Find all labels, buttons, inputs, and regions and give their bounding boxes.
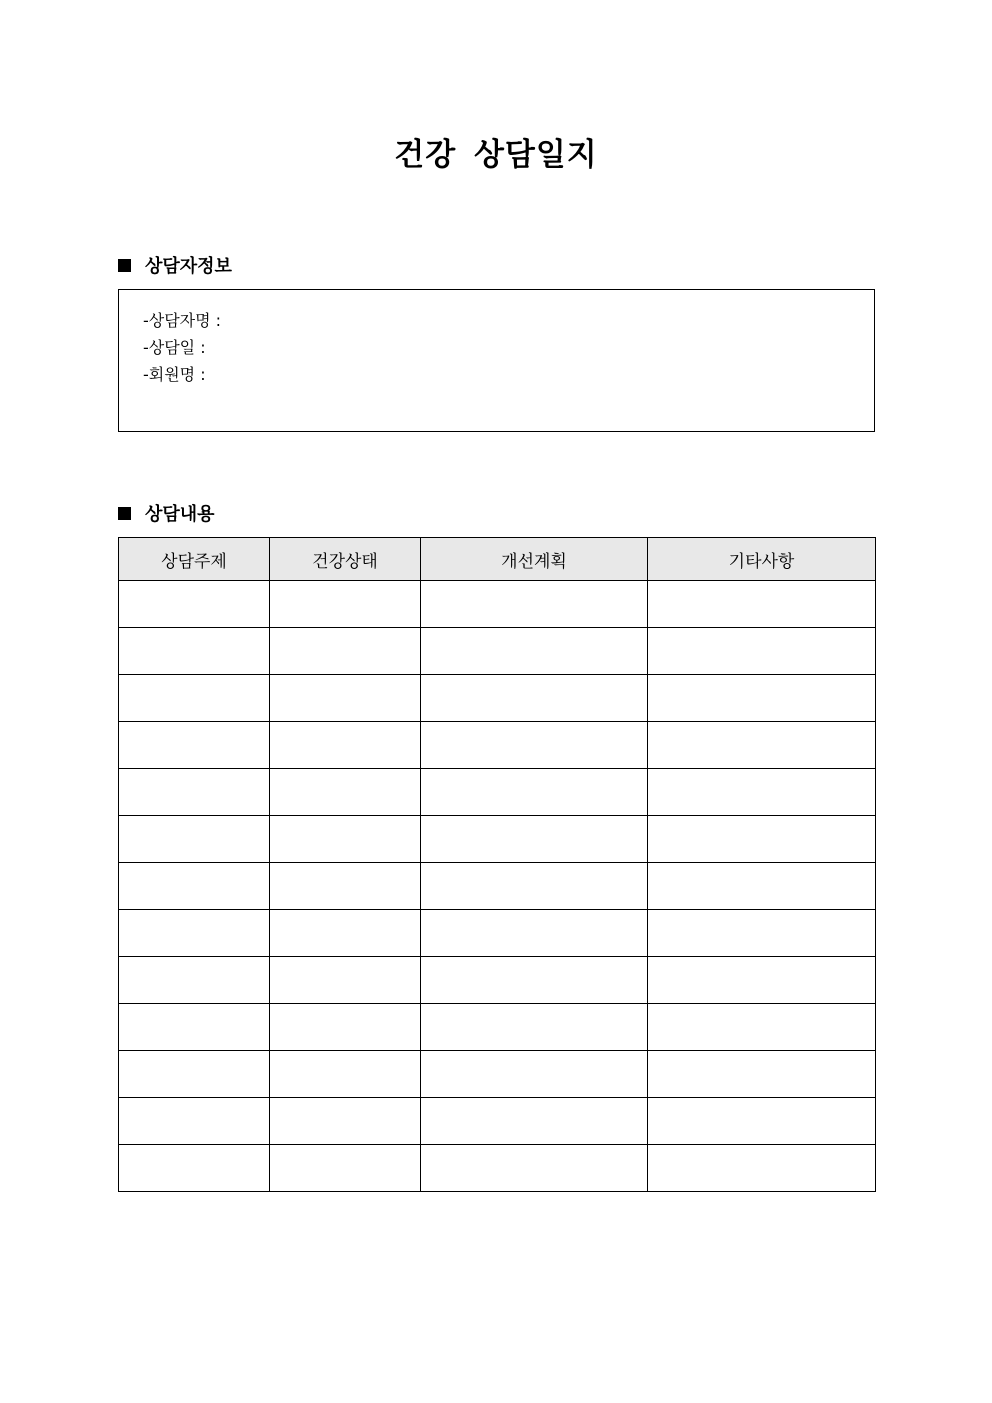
cell-topic[interactable]	[119, 1051, 270, 1098]
section-heading-label: 상담내용	[145, 504, 215, 525]
cell-health-status[interactable]	[270, 1004, 421, 1051]
table-row	[119, 675, 876, 722]
cell-remarks[interactable]	[648, 816, 876, 863]
cell-remarks[interactable]	[648, 957, 876, 1004]
cell-health-status[interactable]	[270, 1145, 421, 1192]
cell-remarks[interactable]	[648, 1098, 876, 1145]
table-row	[119, 628, 876, 675]
cell-health-status[interactable]	[270, 957, 421, 1004]
cell-remarks[interactable]	[648, 1051, 876, 1098]
square-bullet-icon	[118, 259, 131, 272]
cell-improvement-plan[interactable]	[421, 675, 648, 722]
cell-topic[interactable]	[119, 1004, 270, 1051]
cell-remarks[interactable]	[648, 1145, 876, 1192]
field-counselor-name[interactable]: -상담자명 :	[143, 311, 222, 330]
column-header-health-status: 건강상태	[270, 538, 421, 581]
cell-improvement-plan[interactable]	[421, 769, 648, 816]
table-row	[119, 1051, 876, 1098]
cell-remarks[interactable]	[648, 628, 876, 675]
table-row	[119, 863, 876, 910]
field-member-name[interactable]: -회원명 :	[143, 365, 206, 384]
cell-remarks[interactable]	[648, 581, 876, 628]
cell-topic[interactable]	[119, 675, 270, 722]
table-row	[119, 581, 876, 628]
cell-improvement-plan[interactable]	[421, 581, 648, 628]
cell-health-status[interactable]	[270, 863, 421, 910]
column-header-remarks: 기타사항	[648, 538, 876, 581]
cell-improvement-plan[interactable]	[421, 1098, 648, 1145]
cell-remarks[interactable]	[648, 863, 876, 910]
cell-health-status[interactable]	[270, 910, 421, 957]
table-row	[119, 1098, 876, 1145]
cell-topic[interactable]	[119, 816, 270, 863]
table-header-row	[119, 538, 876, 581]
cell-remarks[interactable]	[648, 910, 876, 957]
cell-health-status[interactable]	[270, 1051, 421, 1098]
cell-topic[interactable]	[119, 957, 270, 1004]
field-consult-date[interactable]: -상담일 :	[143, 338, 206, 357]
section-heading-counselor-info	[118, 252, 232, 278]
cell-improvement-plan[interactable]	[421, 1145, 648, 1192]
cell-improvement-plan[interactable]	[421, 1051, 648, 1098]
column-header-topic: 상담주제	[119, 538, 270, 581]
cell-improvement-plan[interactable]	[421, 722, 648, 769]
section-heading-label: 상담자정보	[145, 256, 232, 277]
cell-remarks[interactable]	[648, 1004, 876, 1051]
cell-improvement-plan[interactable]	[421, 1004, 648, 1051]
cell-health-status[interactable]	[270, 1098, 421, 1145]
consult-content-table	[118, 537, 876, 1192]
table-row	[119, 1145, 876, 1192]
cell-improvement-plan[interactable]	[421, 863, 648, 910]
table-row	[119, 722, 876, 769]
document-title: 건강 상담일지	[394, 137, 598, 173]
table-row	[119, 816, 876, 863]
cell-health-status[interactable]	[270, 816, 421, 863]
cell-topic[interactable]	[119, 1145, 270, 1192]
column-header-improvement-plan: 개선계획	[421, 538, 648, 581]
cell-health-status[interactable]	[270, 769, 421, 816]
cell-topic[interactable]	[119, 581, 270, 628]
table-row	[119, 957, 876, 1004]
cell-remarks[interactable]	[648, 675, 876, 722]
cell-topic[interactable]	[119, 910, 270, 957]
square-bullet-icon	[118, 507, 131, 520]
cell-remarks[interactable]	[648, 722, 876, 769]
cell-topic[interactable]	[119, 769, 270, 816]
counselor-info-box	[118, 289, 875, 432]
cell-health-status[interactable]	[270, 581, 421, 628]
cell-improvement-plan[interactable]	[421, 957, 648, 1004]
table-row	[119, 769, 876, 816]
section-heading-consult-content	[118, 500, 215, 526]
cell-topic[interactable]	[119, 863, 270, 910]
cell-health-status[interactable]	[270, 628, 421, 675]
cell-remarks[interactable]	[648, 769, 876, 816]
cell-improvement-plan[interactable]	[421, 816, 648, 863]
cell-improvement-plan[interactable]	[421, 628, 648, 675]
cell-improvement-plan[interactable]	[421, 910, 648, 957]
table-row	[119, 1004, 876, 1051]
cell-topic[interactable]	[119, 722, 270, 769]
cell-topic[interactable]	[119, 628, 270, 675]
counselor-info-fields	[143, 307, 221, 388]
table-row	[119, 910, 876, 957]
table-body	[119, 581, 876, 1192]
cell-topic[interactable]	[119, 1098, 270, 1145]
cell-health-status[interactable]	[270, 722, 421, 769]
cell-health-status[interactable]	[270, 675, 421, 722]
